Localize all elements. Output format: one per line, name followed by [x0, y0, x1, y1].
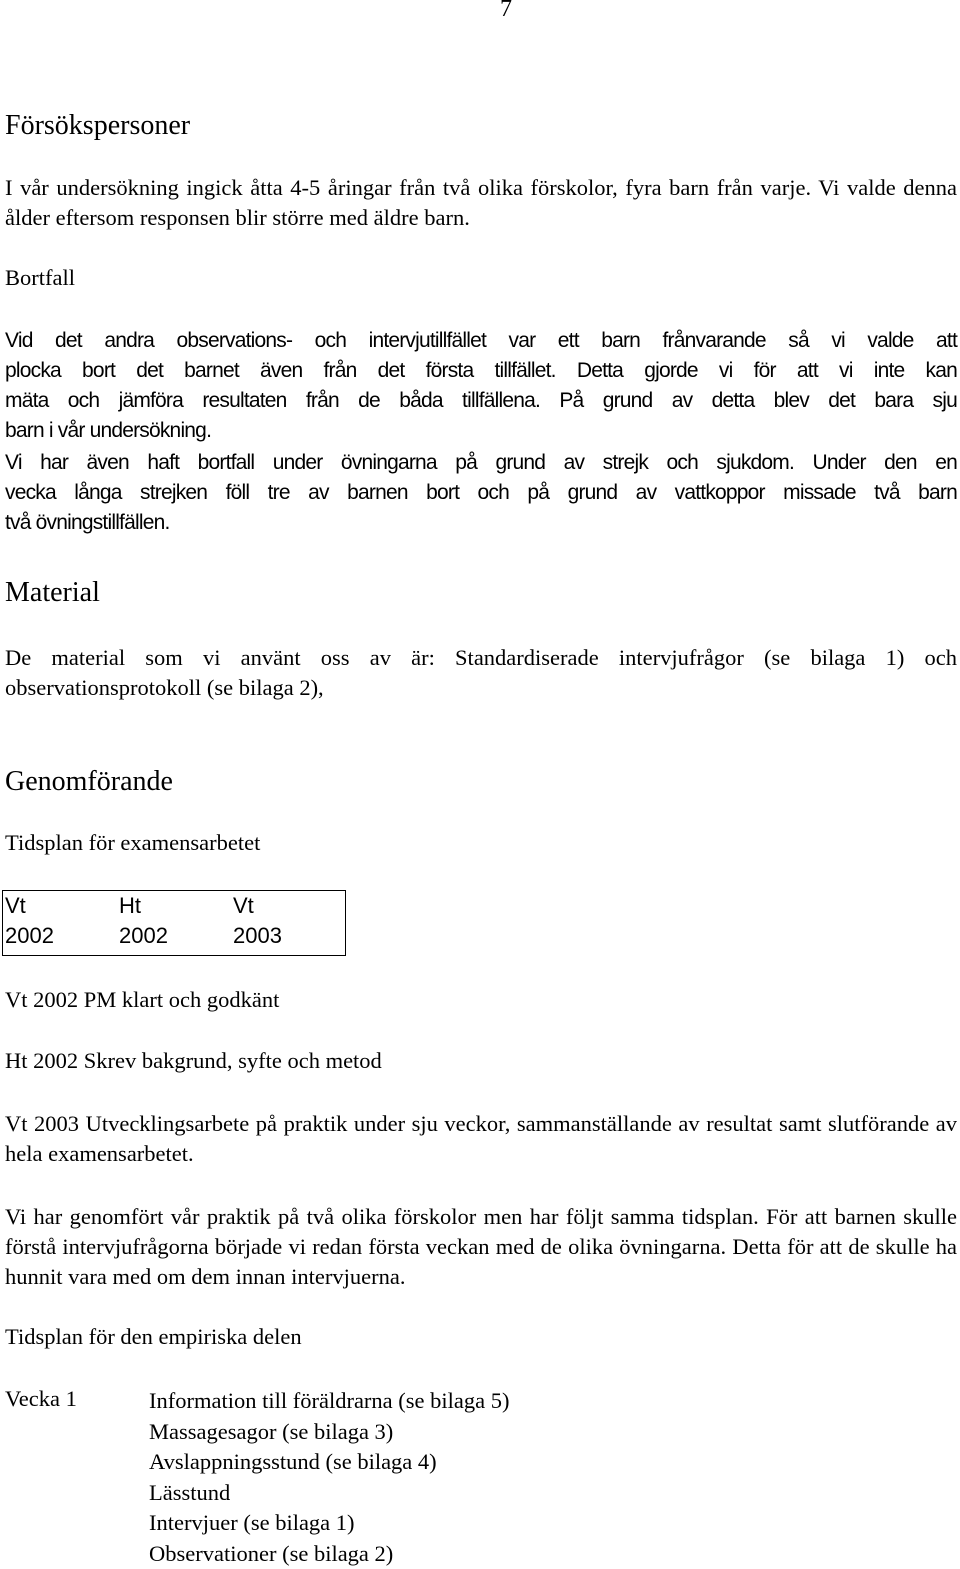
table-cell: [117, 891, 231, 956]
paragraph-material: De material som vi använt oss av är: Standardiserade intervjufrågor (se bilaga 1) och observationsprotokoll (se bilaga 2),: [5, 643, 957, 703]
bortfall-line: vecka långa strejken föll tre av barnen bort och på grund av vattkoppor missade två barn: [5, 478, 957, 508]
term-label: Vt: [5, 891, 117, 921]
list-item: Observationer (se bilaga 2): [149, 1539, 509, 1569]
page-number: 7: [500, 0, 512, 23]
table-cell: [231, 891, 346, 956]
heading-forsokspersoner: Försökspersoner: [5, 110, 190, 142]
table-row: [3, 891, 346, 956]
paragraph-bortfall-1: [5, 326, 957, 446]
list-item: Information till föräldrarna (se bilaga 5): [149, 1386, 509, 1417]
year-label: 2003: [233, 921, 345, 951]
heading-material: Material: [5, 577, 100, 609]
timeline-item-vt2003: Vt 2003 Utvecklingsarbete på praktik under sju veckor, sammanställande av resultat samt slutförande av hela examensarbetet.: [5, 1109, 957, 1169]
list-item: Avslappningsstund (se bilaga 4): [149, 1447, 509, 1478]
subheading-tidsplan-empiriska: Tidsplan för den empiriska delen: [5, 1324, 302, 1350]
bortfall-line: mäta och jämföra resultaten från de båda tillfällena. På grund av detta blev det bara sju: [5, 386, 957, 416]
list-item: Massagesagor (se bilaga 3): [149, 1417, 509, 1448]
table-cell: [3, 891, 118, 956]
term-label: Ht: [119, 891, 231, 921]
subheading-tidsplan-examensarbetet: Tidsplan för examensarbetet: [5, 830, 260, 856]
timeline-table: [2, 890, 346, 956]
bortfall-line: Vid det andra observations- och intervjutillfället var ett barn frånvarande så vi valde att: [5, 326, 957, 356]
heading-bortfall: Bortfall: [5, 265, 75, 291]
paragraph-genomforande: Vi har genomfört vår praktik på två olika förskolor men har följt samma tidsplan. För att barnen skulle förstå intervjufrågorna började vi redan första veckan med de olika övningarna. Detta för att de skulle ha hunnit vara med om dem innan intervjuerna.: [5, 1202, 957, 1292]
bortfall-line: barn i vår undersökning.: [5, 416, 957, 446]
year-label: 2002: [119, 921, 231, 951]
week-activity-list: [149, 1386, 509, 1569]
year-label: 2002: [5, 921, 117, 951]
heading-genomforande: Genomförande: [5, 766, 173, 798]
bortfall-line: plocka bort det barnet även från det första tillfället. Detta gjorde vi för att vi inte kan: [5, 356, 957, 386]
list-item: Lässtund: [149, 1478, 509, 1509]
list-item: Intervjuer (se bilaga 1): [149, 1508, 509, 1539]
term-label: Vt: [233, 891, 345, 921]
bortfall-line: Vi har även haft bortfall under övningarna på grund av strejk och sjukdom. Under den en: [5, 448, 957, 478]
bortfall-line: två övningstillfällen.: [5, 508, 957, 538]
paragraph-bortfall-2: [5, 448, 957, 538]
paragraph-forsokspersoner: I vår undersökning ingick åtta 4-5 åringar från två olika förskolor, fyra barn från varje. Vi valde denna ålder eftersom responsen blir större med äldre barn.: [5, 173, 957, 233]
timeline-item-vt2002: Vt 2002 PM klart och godkänt: [5, 987, 279, 1013]
timeline-item-ht2002: Ht 2002 Skrev bakgrund, syfte och metod: [5, 1048, 382, 1074]
week-label: Vecka 1: [5, 1386, 77, 1412]
